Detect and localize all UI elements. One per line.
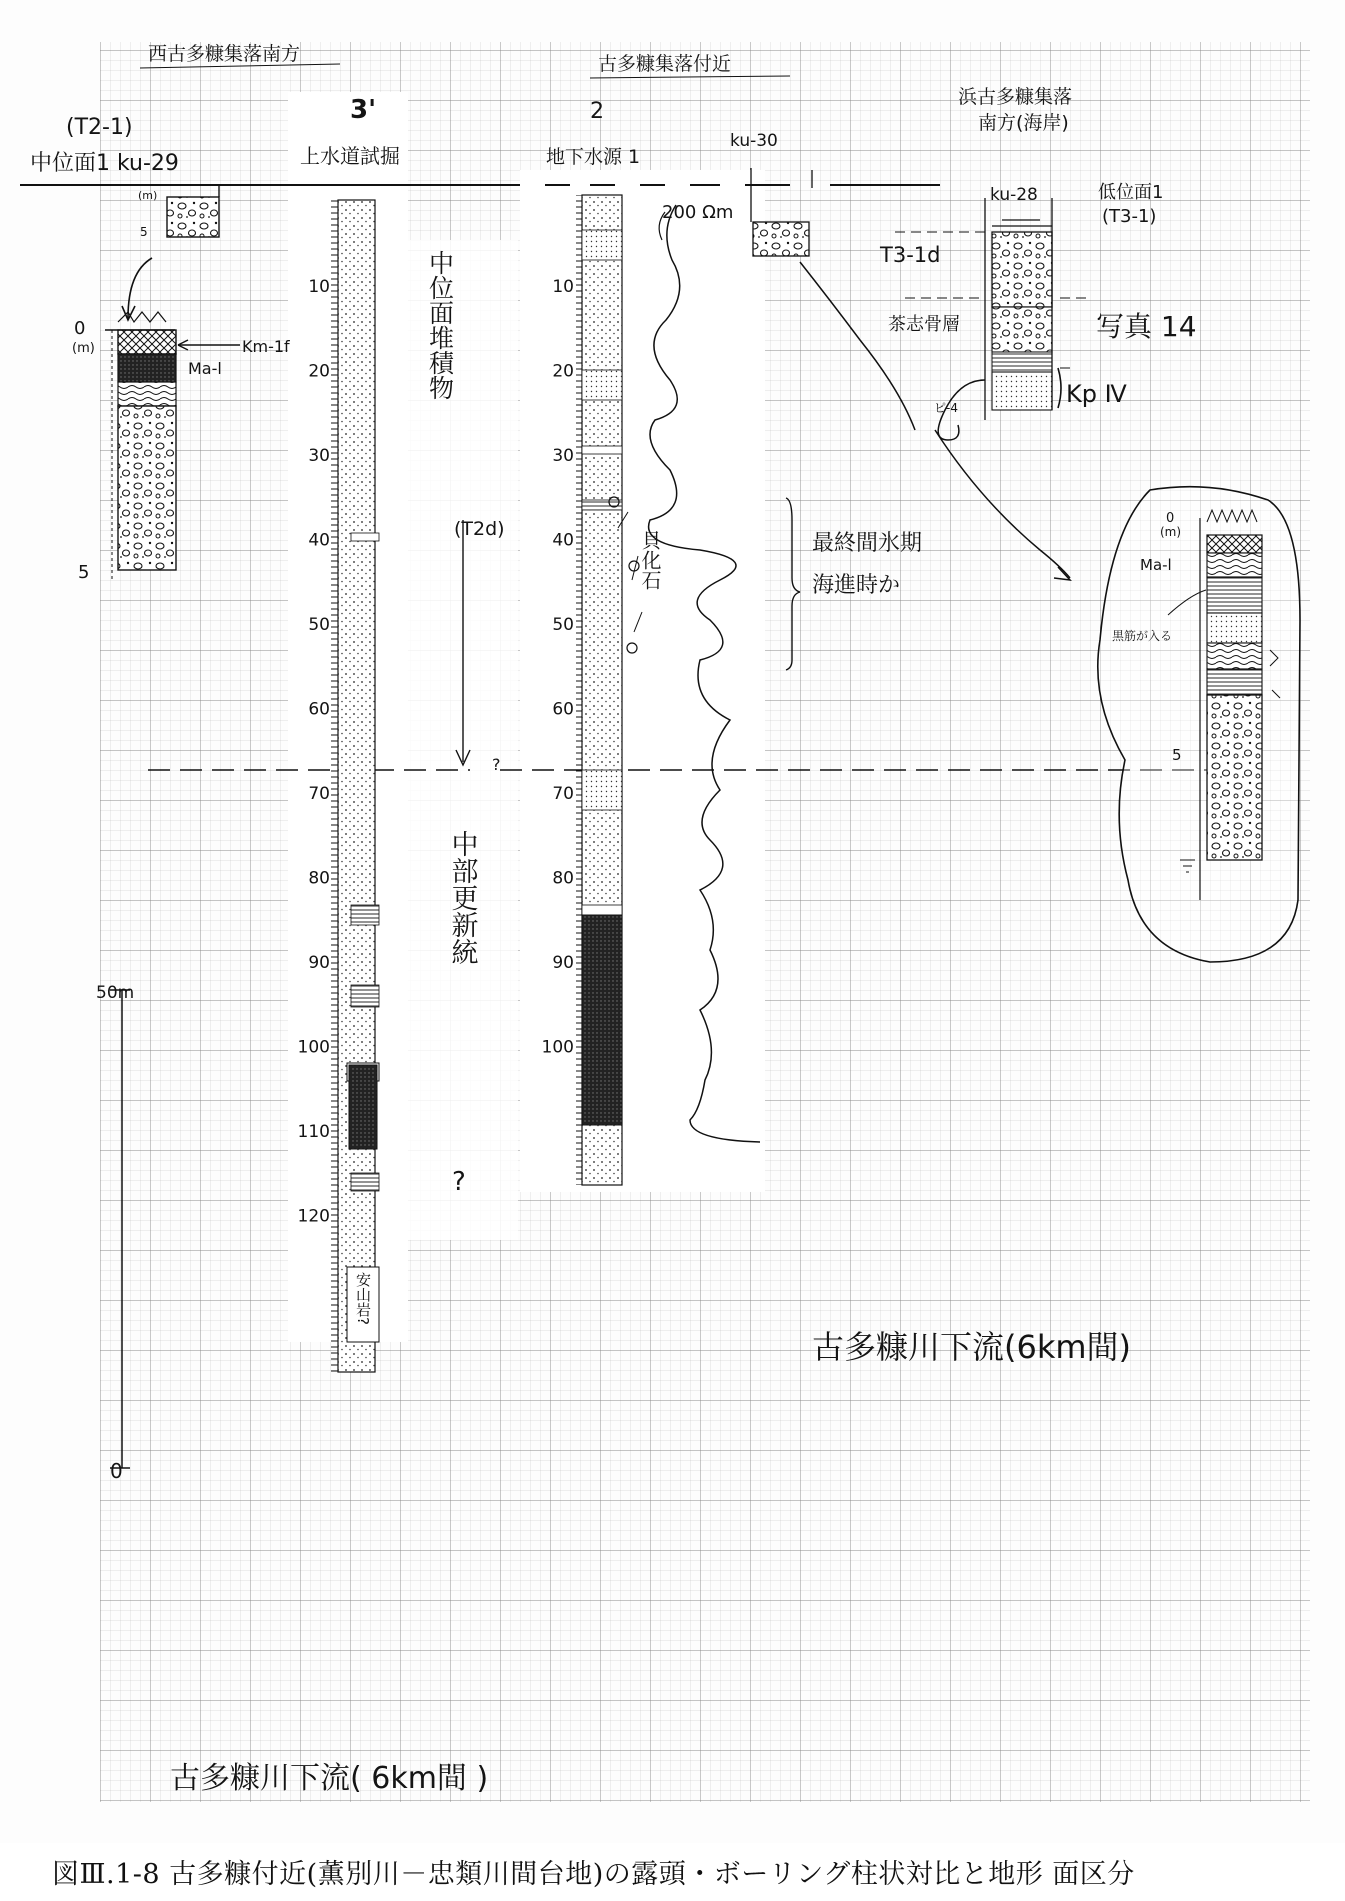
c3-depth-label: 70	[308, 784, 330, 804]
header-east-south-2: 南方(海岸)	[978, 112, 1069, 134]
c3-depth-label: 60	[308, 699, 330, 720]
c2-depth-label: 70	[552, 784, 574, 804]
c3-andesite-note: 安山岩?	[354, 1272, 372, 1325]
t2d-label: (T2d)	[454, 518, 505, 540]
c2-depth-label: 20	[552, 361, 574, 382]
correlation-question: ?	[492, 755, 501, 774]
ku29-km1f-layer	[118, 354, 176, 382]
c3-depth-label: 30	[308, 446, 330, 466]
c2-depth-label: 30	[552, 446, 574, 466]
c2-depth-label: 60	[552, 699, 574, 720]
c2-depth-ticks	[576, 195, 582, 1185]
mid-pleistocene-question: ?	[452, 1167, 466, 1197]
ku29-depth-0: 0	[74, 318, 86, 339]
ku28-terrace-1: 低位面1	[1098, 182, 1164, 203]
mid-pleistocene: 中部更新統	[446, 830, 478, 965]
ku30-gravel	[753, 222, 809, 256]
scale-50m: 50m	[96, 983, 135, 1003]
ku29-km1f-label: Km-1f	[242, 337, 290, 356]
transgression-2: 海進時か	[812, 573, 901, 598]
c3-number: 3'	[350, 95, 377, 125]
inset-depth-5: 5	[1172, 746, 1182, 764]
ku29-mal-label: Ma-l	[188, 359, 222, 378]
ku29-title: 中位面1 ku-29	[30, 151, 179, 176]
ku29-top-5: 5	[140, 225, 148, 239]
transgression-1: 最終間氷期	[812, 531, 923, 556]
column-3prime	[331, 200, 379, 1372]
header-near-village: 古多糠集落付近	[598, 53, 732, 75]
inset-depth-0: 0	[1166, 511, 1175, 526]
ku28-chashikotsu-layer	[992, 307, 1052, 352]
ku28-t3-label: T3-1d	[880, 243, 941, 267]
c2-depth-label: 80	[552, 868, 574, 889]
ku28-kp4-layer	[992, 372, 1052, 410]
scale-0: 0	[110, 1459, 123, 1483]
c3-depth-label: 90	[308, 953, 330, 973]
c3-depth-label: 50	[308, 615, 330, 635]
c3-name: 上水道試掘	[300, 144, 400, 168]
c3-depth-label: 80	[308, 868, 330, 889]
ku29-top-gravel	[167, 197, 219, 237]
ku29-terrace-code: (T2-1)	[66, 115, 133, 140]
c2-depth-label: 40	[552, 530, 574, 551]
middle-terrace-deposit: 中位面堆積物	[425, 250, 455, 400]
c3-depth-label: 120	[297, 1206, 330, 1227]
c3-dark-layer	[349, 1065, 377, 1149]
ku29-gravel-layer	[118, 406, 176, 570]
inset-gravel	[1207, 695, 1262, 860]
c2-dark-layer	[582, 915, 622, 1125]
c3-depth-label: 100	[297, 1037, 330, 1058]
ku28-t3-gravel	[992, 232, 1052, 307]
ku28-small-label: ピ-4	[934, 401, 958, 415]
ku29-top-unit: (m)	[138, 189, 158, 202]
ku29-mal-layer	[118, 382, 176, 406]
c2-depth-label: 90	[552, 953, 574, 973]
ku28-kp4-label: Kp Ⅳ	[1066, 380, 1127, 408]
inset-unit: (m)	[1160, 525, 1182, 539]
c3-sand-body	[338, 200, 375, 1372]
ku29-depth-unit: (m)	[72, 341, 95, 356]
c3-depth-label: 40	[308, 530, 330, 551]
c2-number: 2	[590, 99, 604, 124]
figure-caption: 図Ⅲ.1-8 古多糠付近(薫別川－忠類川間台地)の露頭・ボーリング柱状対比と地形 面区分	[52, 1859, 1135, 1890]
photo-label: 写真 14	[1096, 310, 1197, 343]
c2-log-label: 200 Ωm	[662, 202, 734, 223]
c2-name: 地下水源 1	[546, 146, 641, 168]
header-west-south: 西古多糠集落南方	[148, 43, 301, 65]
ku29-soil-layer	[118, 330, 176, 354]
c2-depth-label: 10	[552, 277, 574, 297]
footer-note-bottom: 古多糠川下流( 6km間 )	[170, 1761, 489, 1796]
c3-depth-ticks	[331, 200, 338, 1372]
c2-depth-label: 100	[541, 1037, 574, 1058]
c3-depth-label: 110	[297, 1122, 330, 1142]
fossil-note: 貝化石	[638, 530, 662, 590]
c3-depth-label: 20	[308, 361, 330, 382]
footer-note-right: 古多糠川下流(6km間)	[812, 1328, 1132, 1366]
inset-mal-label: Ma-l	[1140, 556, 1172, 574]
ku29-depth-5: 5	[78, 562, 90, 583]
ku28-name: ku-28	[990, 185, 1038, 205]
ku28-layer-label: 茶志骨層	[888, 314, 960, 335]
c2-depth-label: 50	[552, 615, 574, 635]
header-east-south-1: 浜古多糠集落	[958, 86, 1073, 108]
ku28-terrace-2: (T3-1)	[1102, 206, 1157, 227]
inset-note: 黒筋が入る	[1112, 629, 1173, 643]
c3-depth-label: 10	[308, 277, 330, 297]
ku30-name: ku-30	[730, 131, 778, 151]
